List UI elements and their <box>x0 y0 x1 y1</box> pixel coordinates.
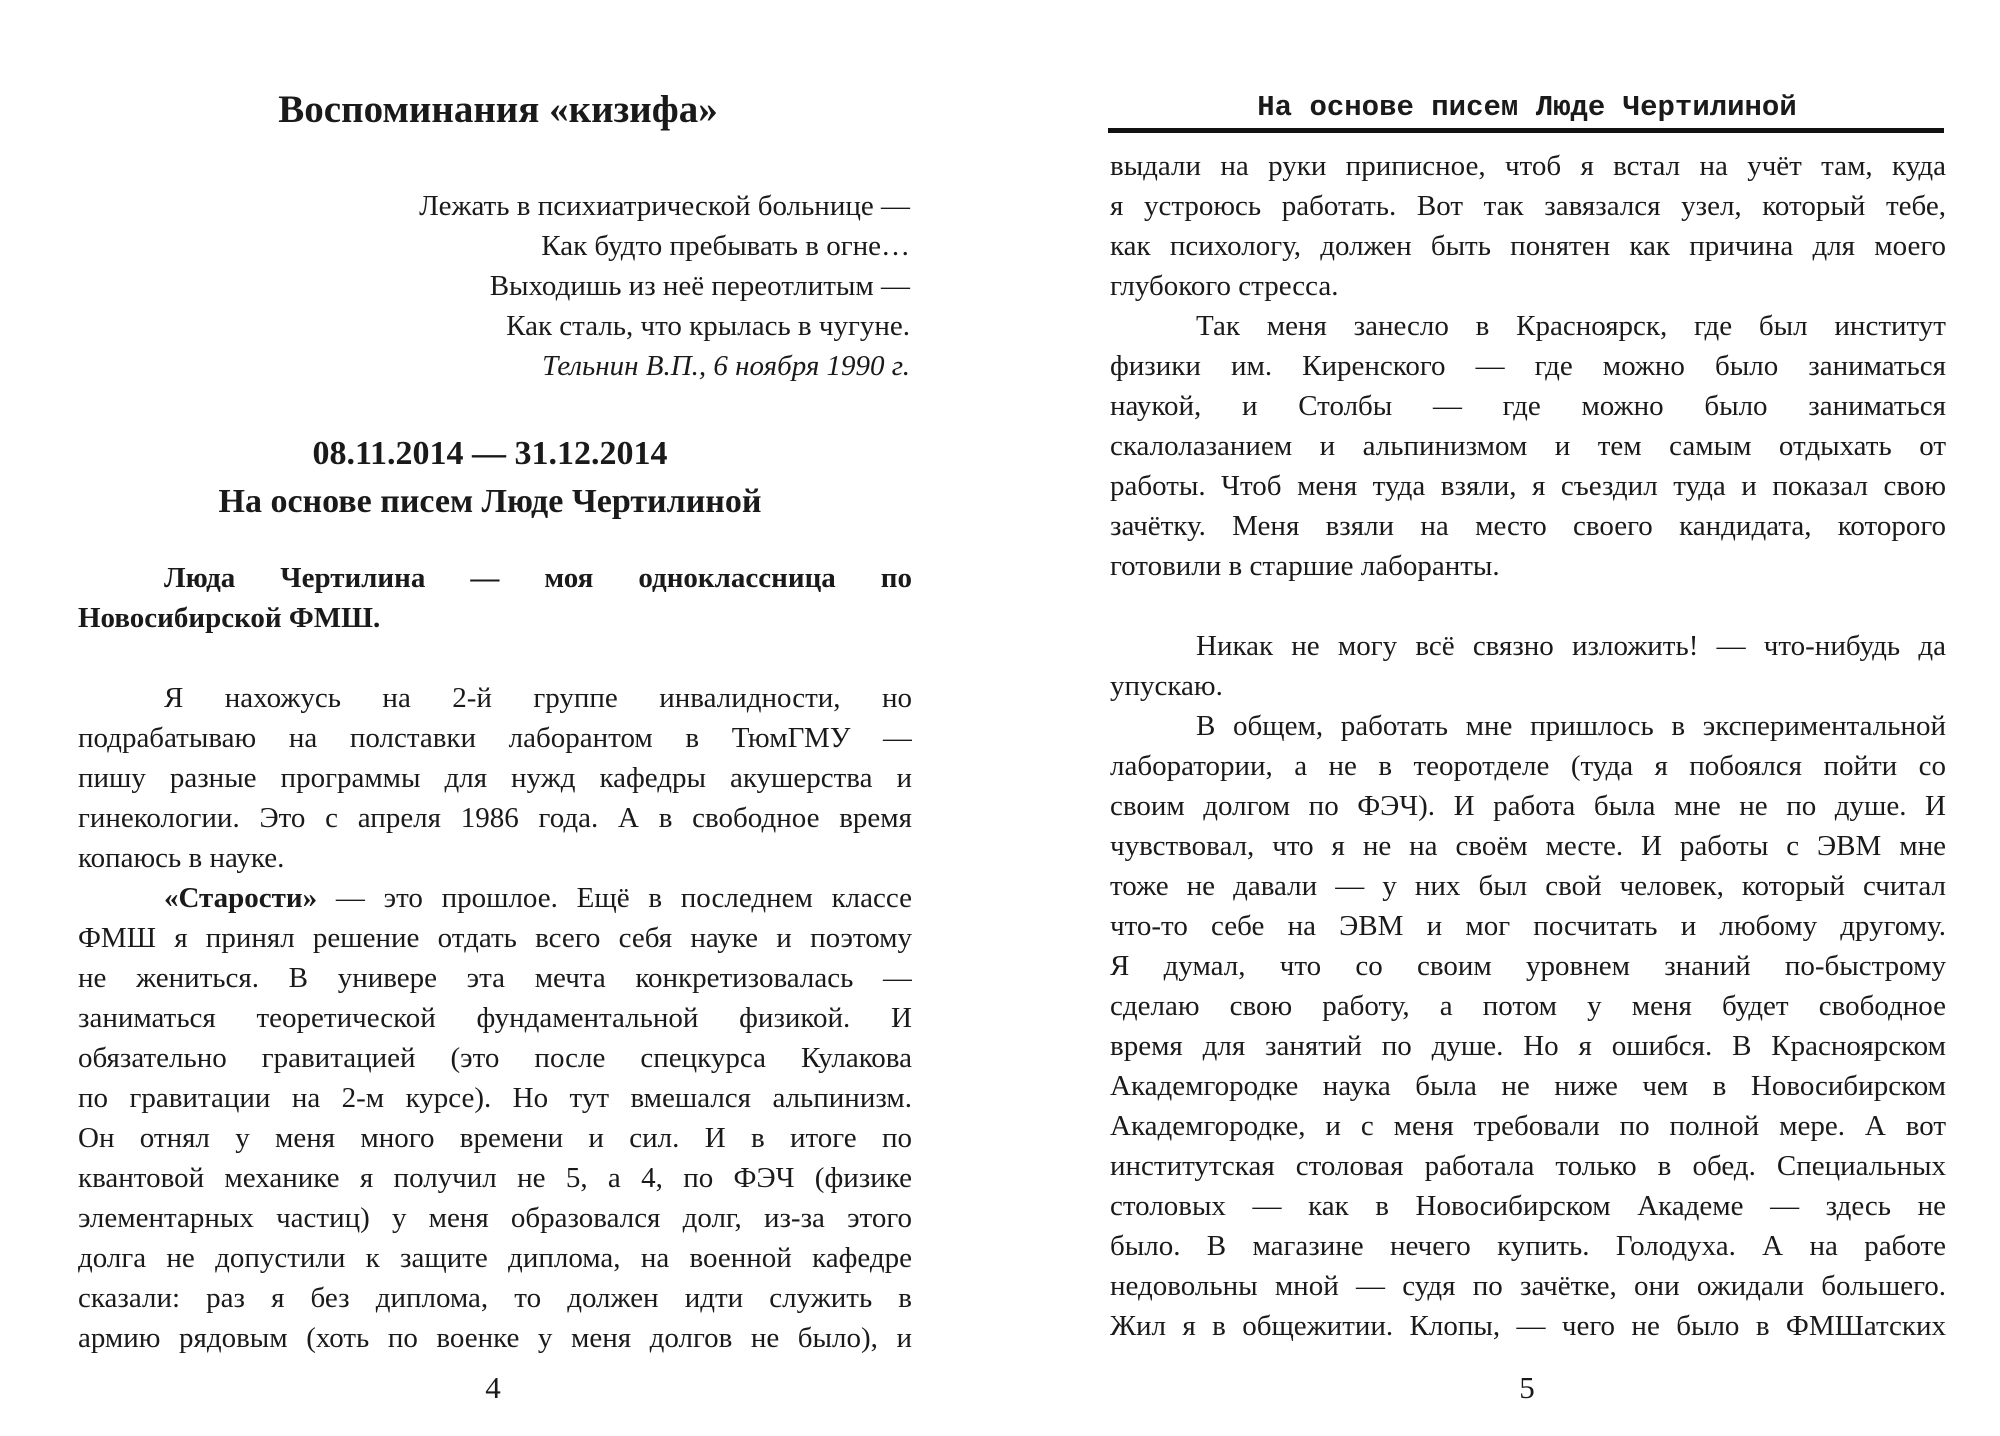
text-line: тоже не давали — у них был свой человек, который считал <box>1110 870 1946 902</box>
text-line: время для занятий по душе. Но я ошибся. В Красноярском <box>1110 1030 1946 1062</box>
text-line: было. В магазине нечего купить. Голодуха. А на работе <box>1110 1230 1946 1262</box>
text-line: Я нахожусь на 2-й группе инвалидности, но <box>164 682 912 714</box>
text-line: Я думал, что со своим уровнем знаний по-быстрому <box>1110 950 1946 982</box>
running-head: На основе писем Люде Чертилиной <box>1257 91 1797 124</box>
text-line: выдали на руки приписное, чтоб я встал на учёт там, куда <box>1110 150 1946 182</box>
chapter-title: Воспоминания «кизифа» <box>278 88 718 131</box>
text-line: своим долгом по ФЭЧ). И работа была мне не по душе. И <box>1110 790 1946 822</box>
epigraph-author: Тельнин В.П., 6 ноября 1990 г. <box>542 350 910 382</box>
text-line: по гравитации на 2-м курсе). Но тут вмешался альпинизм. <box>78 1082 912 1114</box>
text-line: Он отнял у меня много времени и сил. И в итоге по <box>78 1122 912 1154</box>
intro-line: Новосибирской ФМШ. <box>78 602 381 634</box>
text-line: я устроюсь работать. Вот так завязался узел, который тебе, <box>1110 190 1946 222</box>
text-line: наукой, и Столбы — где можно было заниматься <box>1110 390 1946 422</box>
text-line: сделаю свою работу, а потом у меня будет свободное <box>1110 990 1946 1022</box>
text-line: обязательно гравитацией (это после спецкурса Кулакова <box>78 1042 912 1074</box>
text-line: скалолазанием и альпинизмом и тем самым отдыхать от <box>1110 430 1946 462</box>
paragraph-gap <box>1110 586 1946 626</box>
bold-term: «Старости» <box>164 882 318 914</box>
text-line: В общем, работать мне пришлось в экспериментальной <box>1196 710 1946 742</box>
text-line: глубокого стресса. <box>1110 270 1339 302</box>
section-heading <box>100 430 880 526</box>
text-line: Никак не могу всё связно изложить! — что-нибудь да <box>1196 630 1946 662</box>
epigraph <box>260 186 910 386</box>
date-range: 08.11.2014 — 31.12.2014 <box>312 435 668 472</box>
text-line: ФМШ я принял решение отдать всего себя науке и поэтому <box>78 922 912 954</box>
text-line: готовили в старшие лаборанты. <box>1110 550 1500 582</box>
text-line: столовых — как в Новосибирском Академе — здесь не <box>1110 1190 1946 1222</box>
right-body-text <box>1110 146 1946 1346</box>
text-line: институтская столовая работала только в обед. Специальных <box>1110 1150 1946 1182</box>
page-number: 4 <box>485 1370 501 1405</box>
intro-line: Люда Чертилина — моя одноклассница по <box>164 562 912 594</box>
text-line: пишу разные программы для нужд кафедры акушерства и <box>78 762 912 794</box>
text-line: гинекологии. Это с апреля 1986 года. А в свободное время <box>78 802 912 834</box>
section-title: На основе писем Люде Чертилиной <box>218 483 762 520</box>
text-line: зачётку. Меня взяли на место своего кандидата, которого <box>1110 510 1946 542</box>
text-line: Жил я в общежитии. Клопы, — чего не было в ФМШатских <box>1110 1310 1946 1342</box>
text-line: Так меня занесло в Красноярск, где был институт <box>1196 310 1946 342</box>
left-body-text <box>78 558 912 1358</box>
text-line: упускаю. <box>1110 670 1223 702</box>
right-page <box>1000 0 2000 1436</box>
text-line: как психологу, должен быть понятен как причина для моего <box>1110 230 1946 262</box>
epigraph-line: Выходишь из неё переотлитым — <box>489 270 910 302</box>
epigraph-line: Лежать в психиатрической больнице — <box>419 190 910 222</box>
epigraph-line: Как сталь, что крылась в чугуне. <box>506 310 910 342</box>
text-line: лаборатории, а не в теоротделе (туда я побоялся пойти со <box>1110 750 1946 782</box>
text-line: работы. Чтоб меня туда взяли, я съездил туда и показал свою <box>1110 470 1946 502</box>
text-line: не жениться. В универе эта мечта конкретизовалась — <box>78 962 912 994</box>
text-line: элементарных частиц) у меня образовался долг, из-за этого <box>78 1202 912 1234</box>
text-line: что-то себе на ЭВМ и мог посчитать и любому другому. <box>1110 910 1946 942</box>
page-number: 5 <box>1519 1370 1535 1405</box>
text-line: Академгородке наука была не ниже чем в Новосибирском <box>1110 1070 1946 1102</box>
text-line: Академгородке, и с меня требовали по полной мере. А вот <box>1110 1110 1946 1142</box>
text-line: копаюсь в науке. <box>78 842 285 874</box>
header-rule <box>1108 128 1944 133</box>
text-fragment: — это прошлое. Ещё в последнем классе <box>317 882 912 914</box>
text-line: долга не допустили к защите диплома, на военной кафедре <box>78 1242 912 1274</box>
text-line: подрабатываю на полставки лаборантом в ТюмГМУ — <box>78 722 912 754</box>
text-line: физики им. Киренского — где можно было заниматься <box>1110 350 1946 382</box>
epigraph-line: Как будто пребывать в огне… <box>541 230 910 262</box>
text-line: заниматься теоретической фундаментальной физикой. И <box>78 1002 912 1034</box>
text-line: квантовой механике я получил не 5, а 4, по ФЭЧ (физике <box>78 1162 912 1194</box>
text-line: сказали: раз я без диплома, то должен идти служить в <box>78 1282 912 1314</box>
text-line: недовольны мной — судя по зачётке, они ожидали большего. <box>1110 1270 1946 1302</box>
text-line <box>78 878 912 918</box>
paragraph-gap <box>78 638 912 678</box>
text-line: чувствовал, что я не на своём месте. И работы с ЭВМ мне <box>1110 830 1946 862</box>
text-line: армию рядовым (хоть по военке у меня долгов не было), и <box>78 1322 912 1354</box>
